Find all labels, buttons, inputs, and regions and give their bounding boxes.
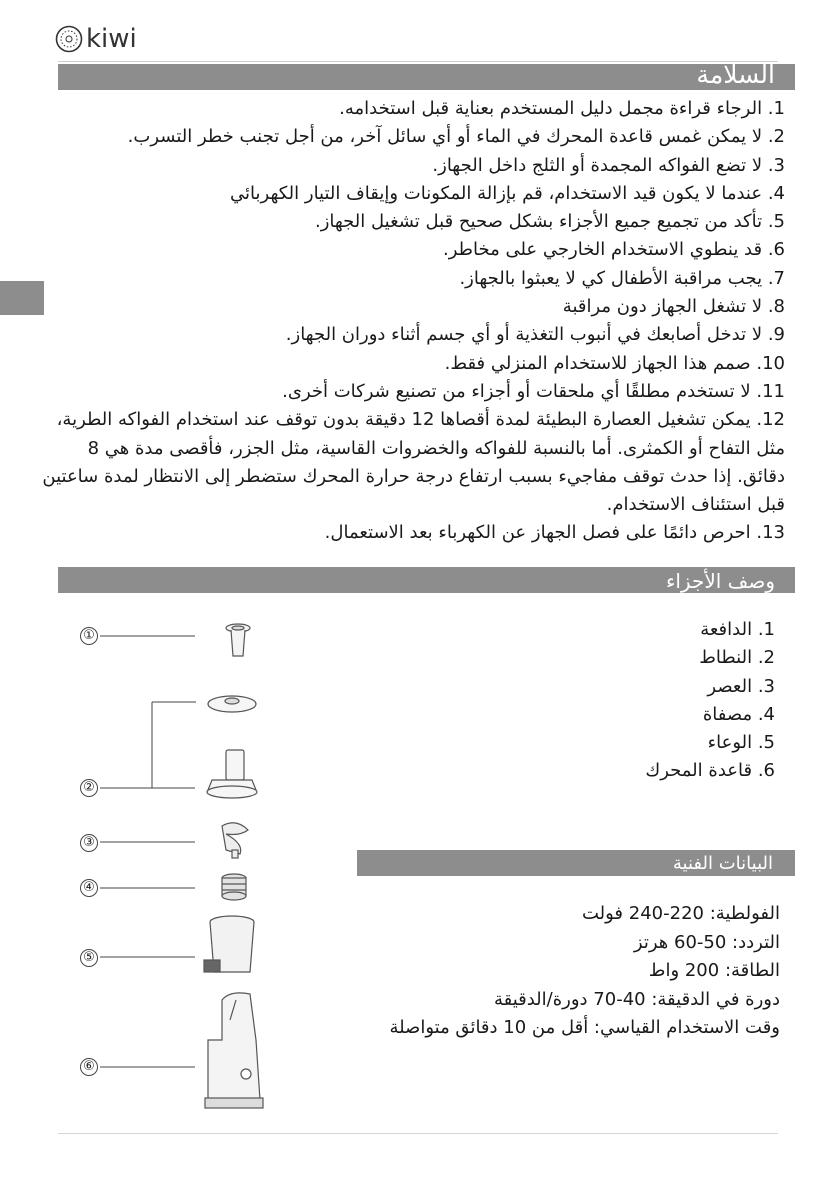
kiwi-fruit-icon	[55, 25, 83, 53]
brand-logo	[55, 22, 137, 56]
footer-divider	[58, 1133, 778, 1134]
safety-item: 10. صمم هذا الجهاز للاستخدام المنزلي فقط.	[444, 352, 785, 374]
spec-item: التردد: 50-60 هرتز	[633, 931, 780, 953]
brand-name: kiwi	[86, 24, 137, 54]
part-item: 2. النطاط	[699, 647, 775, 669]
header-divider	[58, 61, 778, 62]
callout-6: ⑥	[80, 1058, 98, 1076]
spec-item: الطاقة: 200 واط	[648, 960, 780, 981]
callout-1: ①	[80, 627, 98, 645]
safety-item: 2. لا يمكن غمس قاعدة المحرك في الماء أو أي سائل آخر، من أجل تجنب خطر التسرب.	[127, 126, 785, 148]
spec-item: وقت الاستخدام القياسي: أقل من 10 دقائق متواصلة	[389, 1017, 780, 1038]
part-item: 1. الدافعة	[700, 619, 775, 640]
spec-item: الفولطية: 220-240 فولت	[581, 903, 780, 924]
callout-5: ⑤	[80, 949, 98, 967]
spec-item: دورة في الدقيقة: 40-70 دورة/الدقيقة	[493, 988, 780, 1010]
safety-item: 4. عندما لا يكون قيد الاستخدام، قم بإزالة المكونات وإيقاف التيار الكهربائي	[230, 182, 785, 204]
parts-list	[500, 616, 775, 786]
auger-drawing	[222, 823, 248, 858]
part-item: 6. قاعدة المحرك	[645, 760, 775, 782]
safety-item: 9. لا تدخل أصابعك في أنبوب التغذية أو أي جسم أثناء دوران الجهاز.	[285, 324, 785, 346]
safety-item: 7. يجب مراقبة الأطفال كي لا يعبثوا بالجهاز.	[459, 267, 785, 289]
callout-3: ③	[80, 834, 98, 852]
safety-item: 3. لا تضع الفواكه المجمدة أو الثلج داخل الجهاز.	[432, 154, 785, 176]
part-item: 4. مصفاة	[702, 703, 775, 725]
safety-item: 12. يمكن تشغيل العصارة البطيئة لمدة أقصاها 12 دقيقة بدون توقف عند استخدام الفواكه الطرية، مثل التفاح أو الكمثرى. أما بالنسبة للفواكه والخضروات القاسية، مثل الجزر، فأقصى مدة هي 8 دقائق. إذا حدث توقف مفاجيء بسبب ارتفاع درجة حرارة المحرك ستضطر إلى الانتظار لمدة ساعتين قبل استئناف الاستخدام.	[42, 409, 785, 516]
section-title-parts: وصف الأجزاء	[665, 569, 775, 593]
strainer-drawing	[222, 874, 246, 900]
safety-item: 1. الرجاء قراءة مجمل دليل المستخدم بعناية قبل استخدامه.	[339, 98, 785, 119]
safety-list	[40, 95, 785, 548]
pusher-drawing	[226, 624, 250, 656]
callout-2: ②	[80, 779, 98, 797]
bowl-drawing	[204, 916, 254, 972]
safety-item: 11. لا تستخدم مطلقًا أي ملحقات أو أجزاء من تصنيع شركات أخرى.	[282, 380, 785, 402]
safety-item: 6. قد ينطوي الاستخدام الخارجي على مخاطر.	[443, 239, 785, 261]
section-title-safety: السلامة	[696, 60, 775, 89]
safety-item: 13. احرص دائمًا على فصل الجهاز عن الكهرباء بعد الاستعمال.	[324, 522, 785, 544]
part-item: 3. العصر	[707, 675, 775, 697]
part-item: 5. الوعاء	[707, 732, 775, 754]
specs-list	[330, 900, 780, 1043]
callout-4: ④	[80, 879, 98, 897]
parts-diagram	[0, 600, 300, 1120]
section-header-parts	[58, 567, 795, 593]
safety-item: 8. لا تشغل الجهاز دون مراقبة	[562, 296, 785, 318]
section-title-specs: البيانات الفنية	[672, 853, 773, 874]
motor-base-drawing	[205, 993, 263, 1108]
safety-item: 5. تأكد من تجميع جميع الأجزاء بشكل صحيح قبل تشغيل الجهاز.	[314, 211, 785, 233]
section-header-specs	[357, 850, 795, 876]
lid-drawing	[207, 696, 257, 798]
section-header-safety	[58, 60, 795, 90]
page-side-tab	[0, 281, 44, 315]
